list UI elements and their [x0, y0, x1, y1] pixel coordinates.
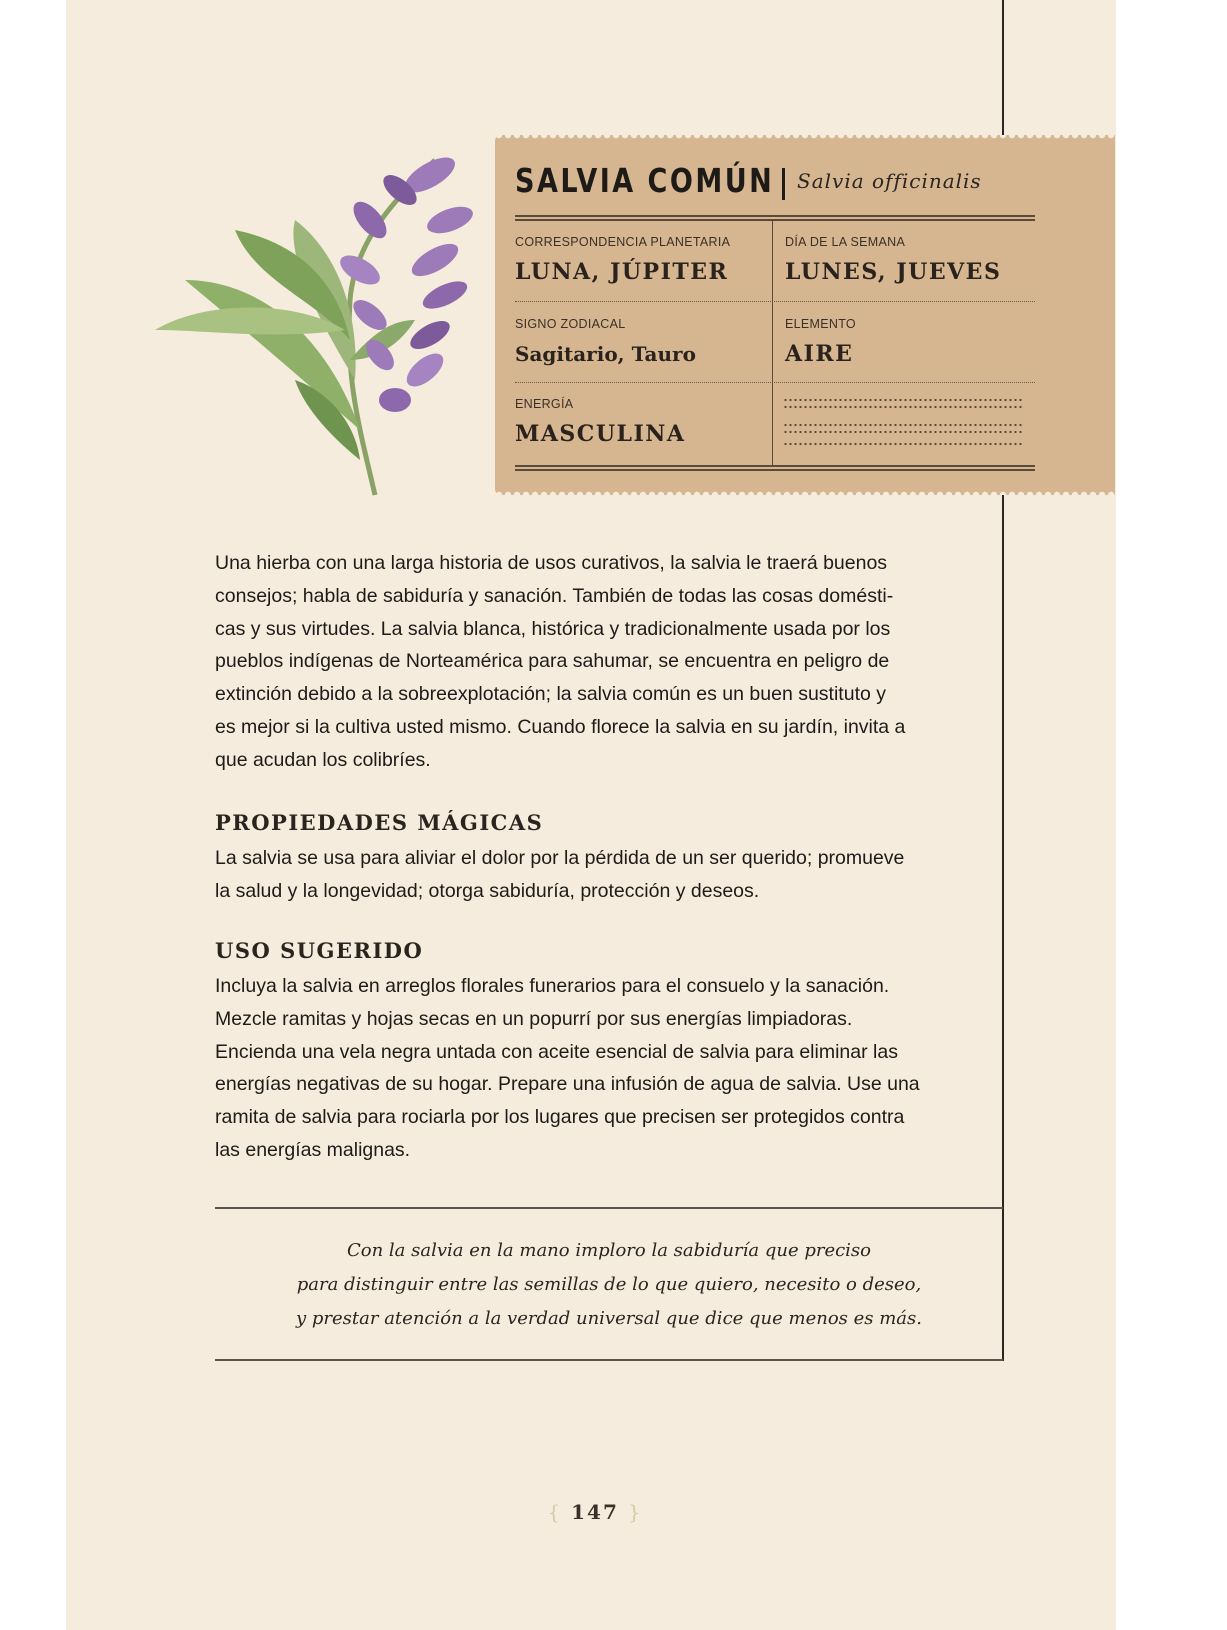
text-line: energías negativas de su hogar. Prepare una infusión de agua de salvia. Use una — [215, 1073, 920, 1096]
page-number-value: 147 — [571, 1500, 619, 1524]
usage-paragraph — [215, 970, 985, 1167]
heading-suggested-use: USO SUGERIDO — [215, 938, 424, 963]
field-value-planet: LUNA, JÚPITER — [515, 259, 729, 285]
title-divider — [782, 168, 785, 200]
magic-paragraph — [215, 842, 985, 908]
text-line: extinción debido a la sobreexplotación; la salvia común es un buen sustituto y — [215, 683, 886, 706]
quote-line: Con la salvia en la mano imploro la sabiduría que preciso — [346, 1240, 872, 1261]
flowers-icon — [335, 151, 476, 412]
herb-info-card — [495, 135, 1115, 495]
dotted-fill — [783, 430, 1023, 434]
dotted-rule — [515, 301, 1035, 302]
field-label-zodiac: SIGNO ZODIACAL — [515, 317, 626, 331]
text-line: es mejor si la cultiva usted mismo. Cuando florece la salvia en su jardín, invita a — [215, 715, 906, 738]
text-line: cas y sus virtudes. La salvia blanca, histórica y tradicionalmente usada por los — [215, 617, 891, 640]
herb-title: SALVIA COMÚN — [515, 161, 775, 200]
bracket-right-icon: } — [627, 1500, 643, 1524]
heading-magic-properties: PROPIEDADES MÁGICAS — [215, 810, 544, 835]
double-rule — [515, 215, 1035, 221]
dotted-rule — [515, 382, 1035, 383]
field-value-element: AIRE — [785, 341, 854, 367]
text-line: La salvia se usa para aliviar el dolor por la pérdida de un ser querido; promueve — [215, 847, 905, 869]
quote-rule-top — [215, 1207, 1003, 1209]
text-line: Una hierba con una larga historia de usos curativos, la salvia le traerá buenos — [215, 552, 888, 574]
page-number — [545, 1500, 645, 1524]
field-value-weekday: LUNES, JUEVES — [785, 259, 1002, 285]
field-label-energy: ENERGÍA — [515, 397, 574, 411]
bracket-left-icon: { — [547, 1500, 563, 1524]
quote-rule-bottom — [215, 1359, 1003, 1361]
dotted-fill — [783, 405, 1023, 409]
double-rule — [515, 465, 1035, 471]
text-line: la salud y la longevidad; otorga sabiduría, protección y deseos. — [215, 879, 760, 902]
field-label-weekday: DÍA DE LA SEMANA — [785, 235, 906, 249]
margin-line-top — [1002, 0, 1004, 135]
dotted-fill — [783, 423, 1023, 427]
text-line: consejos; habla de sabiduría y sanación. También de todas las cosas domésti- — [215, 584, 894, 607]
text-line: las energías malignas. — [215, 1138, 411, 1161]
leaves-icon — [155, 220, 415, 460]
column-divider — [772, 219, 773, 465]
text-line: pueblos indígenas de Norteamérica para sahumar, se encuentra en peligro de — [215, 650, 890, 673]
dotted-fill — [783, 398, 1023, 402]
dotted-fill — [783, 442, 1023, 446]
incantation-quote — [215, 1234, 1003, 1336]
quote-line: para distinguir entre las semillas de lo que quiero, necesito o deseo, — [296, 1274, 922, 1295]
text-line: que acudan los colibríes. — [215, 748, 431, 771]
quote-line: y prestar atención a la verdad universal que dice que menos es más. — [296, 1308, 922, 1329]
text-line: Incluya la salvia en arreglos florales funerarios para el consuelo y la sanación. — [215, 975, 890, 997]
margin-line — [1002, 495, 1004, 1361]
text-line: ramita de salvia para rociarla por los lugares que precisen ser protegidos contra — [215, 1106, 905, 1129]
field-value-zodiac: Sagitario, Tauro — [515, 342, 696, 366]
sage-plant-illustration — [145, 130, 485, 500]
intro-paragraph — [215, 547, 985, 777]
text-line: Encienda una vela negra untada con aceite esencial de salvia para eliminar las — [215, 1040, 898, 1063]
scientific-name: Salvia officinalis — [797, 169, 982, 193]
text-line: Mezcle ramitas y hojas secas en un popurrí por sus energías limpiadoras. — [215, 1007, 853, 1030]
field-label-element: ELEMENTO — [785, 317, 856, 331]
field-label-planet: CORRESPONDENCIA PLANETARIA — [515, 235, 731, 249]
field-value-energy: MASCULINA — [515, 421, 686, 447]
